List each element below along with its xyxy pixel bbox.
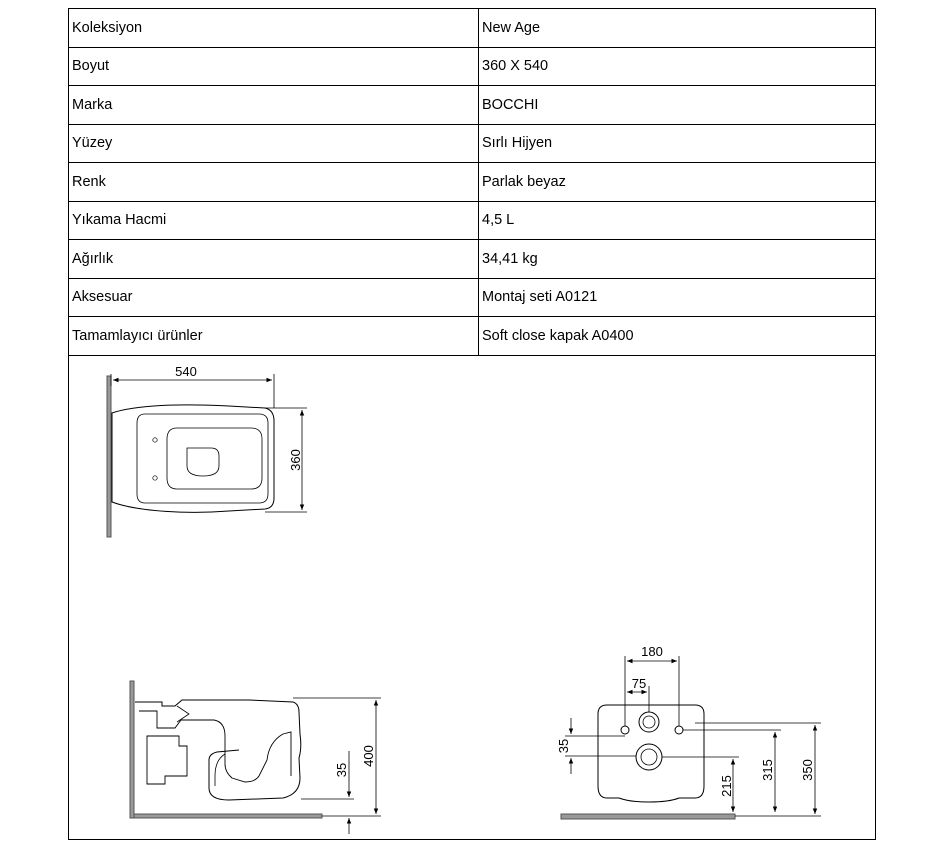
spec-row [69,9,875,47]
spec-label: Renk [69,163,479,202]
side-view-wall [130,681,134,818]
spec-label: Yıkama Hacmi [69,201,479,240]
spec-row [69,163,875,202]
spec-row [69,240,875,279]
dim-rear-h2: 315 [760,759,775,781]
dim-rear-width: 180 [641,644,663,659]
top-view-hole-2 [153,476,157,480]
top-view-wall [107,376,111,537]
spec-value: 4,5 L [479,201,876,240]
side-view-outer-profile [135,700,301,800]
spec-label: Yüzey [69,124,479,163]
spec-row [69,278,875,317]
spec-value: 34,41 kg [479,240,876,279]
dim-side-height: 400 [361,745,376,767]
spec-label: Aksesuar [69,278,479,317]
side-view-floor [134,814,322,818]
dim-top-depth: 360 [288,449,303,471]
top-view-drain [187,448,219,476]
side-view-drawing [130,681,381,834]
drawing-canvas [69,356,875,839]
spec-label: Koleksiyon [69,9,479,47]
spec-row [69,201,875,240]
technical-drawings [69,356,875,839]
rear-view-flush-inlet [639,712,659,732]
rear-view-drawing [561,656,821,819]
dim-rear-inner: 75 [631,676,647,691]
spec-value: Sırlı Hijyen [479,124,876,163]
rear-view-bolt-right [675,726,683,734]
spec-table [69,9,875,356]
spec-label: Tamamlayıcı ürünler [69,317,479,356]
rear-view-bolt-left [621,726,629,734]
spec-row [69,47,875,86]
top-view-inner-rim [167,428,262,489]
spec-row [69,86,875,125]
side-view-outlet [147,736,187,784]
spec-value: Montaj seti A0121 [479,278,876,317]
product-sheet [68,8,876,840]
rear-view-outlet [636,744,662,770]
spec-value: Parlak beyaz [479,163,876,202]
top-view-hole-1 [153,438,157,442]
rear-view-floor [561,814,735,819]
spec-value: New Age [479,9,876,47]
top-view-rim [137,414,268,503]
spec-value: BOCCHI [479,86,876,125]
spec-row [69,317,875,356]
top-view-bowl-outline [112,405,274,512]
dim-rear-h1: 215 [719,775,734,797]
spec-value: Soft close kapak A0400 [479,317,876,356]
dim-rear-offset: 35 [556,738,571,754]
spec-row [69,124,875,163]
spec-label: Ağırlık [69,240,479,279]
spec-value: 360 X 540 [479,47,876,86]
dim-top-width: 540 [175,364,197,379]
top-view-drawing [107,374,307,537]
dim-side-offset: 35 [334,762,349,778]
rear-view-outline [598,705,704,802]
spec-label: Marka [69,86,479,125]
dim-rear-h3: 350 [800,759,815,781]
spec-label: Boyut [69,47,479,86]
